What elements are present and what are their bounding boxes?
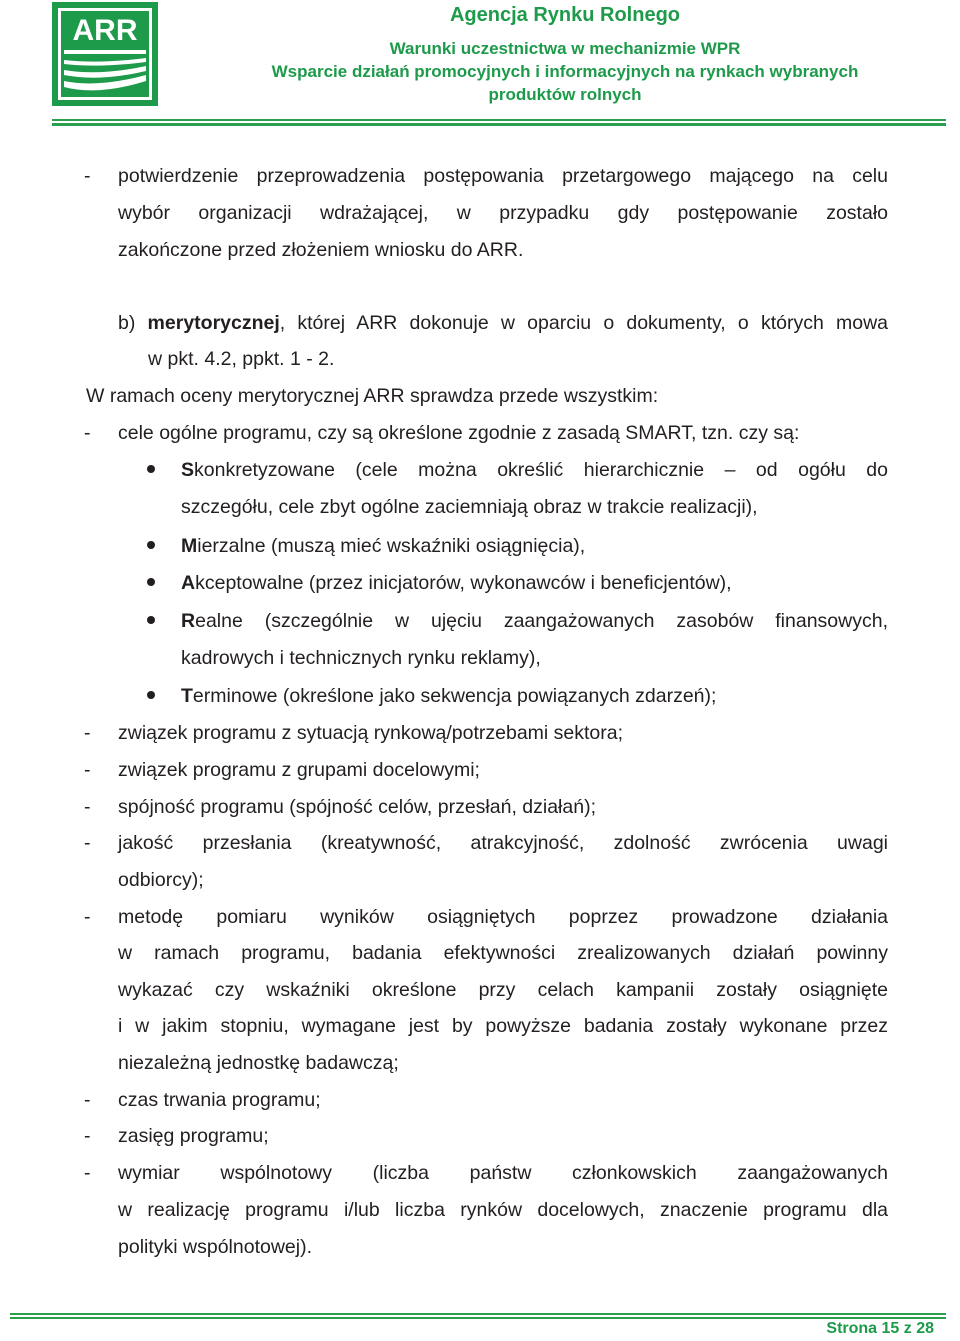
list-item-cont: i w jakim stopniu, wymagane jest by powyższe badania zostały wykonane przez (118, 1015, 888, 1037)
list-item: zasięg programu; (118, 1125, 269, 1147)
header-line-3: Wsparcie działań promocyjnych i informacyjnych na rynkach wybranych (271, 62, 859, 81)
bullet-icon (147, 541, 155, 549)
list-marker: b) (118, 312, 136, 334)
paragraph-line: zakończone przed złożeniem wniosku do ARR. (118, 239, 524, 261)
smart-item-cont: szczegółu, cele zbyt ogólne zaciemniają obraz w trakcie realizacji), (181, 496, 758, 518)
bullet-icon (147, 465, 155, 473)
bold-term: merytorycznej (147, 312, 280, 334)
list-item: związek programu z grupami docelowymi; (118, 759, 480, 781)
list-item: wymiar wspólnotowy (liczba państw członkowskich zaangażowanych (118, 1162, 888, 1184)
list-item-cont: niezależną jednostkę badawczą; (118, 1052, 399, 1074)
list-item: cele ogólne programu, czy są określone zgodnie z zasadą SMART, tzn. czy są: (118, 422, 800, 444)
header-rule (52, 119, 946, 121)
footer-rule (10, 1313, 946, 1315)
list-item-cont: w realizację programu i/lub liczba rynków docelowych, znaczenie programu dla (118, 1199, 888, 1221)
list-dash: - (84, 165, 91, 187)
list-item-cont: wykazać czy wskaźniki określone przy celach kampanii zostały osiągnięte (118, 979, 888, 1001)
list-dash: - (84, 422, 91, 444)
smart-item: Skonkretyzowane (cele można określić hierarchicznie – od ogółu do (181, 459, 888, 481)
list-dash: - (84, 1162, 91, 1184)
list-dash: - (84, 1125, 91, 1147)
paragraph-line: wybór organizacji wdrażającej, w przypadku gdy postępowanie zostało (118, 202, 888, 224)
list-item: jakość przesłania (kreatywność, atrakcyjność, zdolność zwrócenia uwagi (118, 832, 888, 854)
list-item: związek programu z sytuacją rynkową/potrzebami sektora; (118, 722, 624, 744)
smart-item: Realne (szczególnie w ujęciu zaangażowanych zasobów finansowych, (181, 610, 888, 632)
arr-logo (52, 2, 158, 106)
list-dash: - (84, 832, 91, 854)
list-item-b (118, 311, 888, 335)
list-item: metodę pomiaru wyników osiągniętych poprzez prowadzone działania (118, 906, 888, 928)
list-dash: - (84, 759, 91, 781)
list-item: spójność programu (spójność celów, przesłań, działań); (118, 796, 596, 818)
list-item-text: , której ARR dokonuje w oparciu o dokumenty, o których mowa (279, 312, 889, 334)
header-line-2: Warunki uczestnictwa w mechanizmie WPR (389, 39, 741, 58)
list-item-cont: w ramach programu, badania efektywności zrealizowanych działań powinny (118, 942, 888, 964)
intro-line: W ramach oceny merytorycznej ARR sprawdza przede wszystkim: (86, 385, 659, 407)
page-number: Strona 15 z 28 (826, 1320, 934, 1337)
list-dash: - (84, 796, 91, 818)
smart-item: Terminowe (określone jako sekwencja powiązanych zdarzeń); (181, 685, 717, 707)
bullet-icon (147, 691, 155, 699)
header-rule-thick (52, 123, 946, 126)
paragraph-line: w pkt. 4.2, ppkt. 1 - 2. (148, 348, 335, 370)
logo-text: ARR (72, 14, 138, 47)
list-item-cont: odbiorcy); (118, 869, 204, 891)
footer-rule (10, 1317, 946, 1319)
header-line-4: produktów rolnych (488, 85, 642, 104)
list-dash: - (84, 722, 91, 744)
smart-item: Akceptowalne (przez inicjatorów, wykonawców i beneficjentów), (181, 572, 732, 594)
bullet-icon (147, 578, 155, 586)
bullet-icon (147, 616, 155, 624)
paragraph-line: potwierdzenie przeprowadzenia postępowania przetargowego mającego na celu (118, 165, 888, 187)
list-item-cont: polityki wspólnotowej). (118, 1236, 313, 1258)
smart-item-cont: kadrowych i technicznych rynku reklamy), (181, 647, 541, 669)
smart-item: Mierzalne (muszą mieć wskaźniki osiągnięcia), (181, 535, 586, 557)
list-dash: - (84, 906, 91, 928)
list-item: czas trwania programu; (118, 1089, 321, 1111)
agency-name: Agencja Rynku Rolnego (449, 4, 681, 26)
list-dash: - (84, 1089, 91, 1111)
